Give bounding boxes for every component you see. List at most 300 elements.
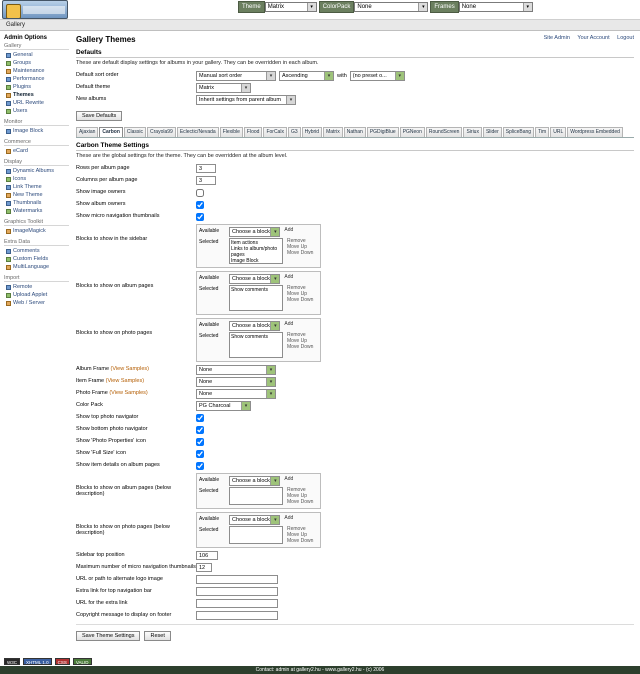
sidebar-item-icons[interactable] — [4, 175, 69, 183]
footer — [0, 656, 640, 674]
sidebar-item-label: Image Block — [13, 127, 44, 134]
theme-select-value: Matrix — [267, 4, 285, 10]
default-theme-row — [76, 83, 634, 93]
remove-button[interactable]: Remove — [286, 332, 306, 338]
default-theme-select[interactable] — [196, 83, 251, 93]
breadcrumb-gallery[interactable]: Gallery — [6, 22, 26, 28]
available-label: Available — [199, 322, 220, 328]
chevron-down-icon[interactable]: ▾ — [395, 72, 404, 80]
photo-below-available-value: Choose a block — [232, 517, 270, 523]
remove-button[interactable]: Remove — [286, 487, 306, 493]
chevron-down-icon[interactable]: ▾ — [266, 378, 275, 386]
colorpack-selector[interactable] — [319, 1, 429, 13]
photo-below-available-select[interactable] — [229, 515, 280, 525]
sidebar-item-label: Watermarks — [13, 207, 43, 214]
tab-tim[interactable]: Tim — [535, 127, 549, 137]
upload-icon — [6, 293, 11, 298]
photo-blocks-row — [76, 318, 634, 362]
default-sort-order-row — [76, 71, 634, 81]
photo-blocks-below-row — [76, 512, 634, 548]
sidebar-item-label: Users — [13, 107, 28, 114]
site-logo — [2, 0, 68, 19]
album-frame-select[interactable] — [196, 365, 276, 375]
tab-url[interactable]: URL — [550, 127, 566, 137]
link-your-account[interactable]: Your Account — [577, 35, 610, 41]
sidebar-add-button[interactable]: Add — [284, 227, 294, 233]
sidebar-item-new-theme[interactable] — [4, 191, 69, 199]
magick-icon — [6, 229, 11, 234]
sidebar-item-label: Icons — [13, 175, 27, 182]
sidebar-item-groups[interactable] — [4, 59, 69, 67]
photo-below-add-button[interactable]: Add — [284, 515, 294, 521]
sidebar-group-graphics-toolkit — [4, 219, 69, 235]
sidebar-item-dynamic-albums[interactable] — [4, 167, 69, 175]
theme-icon — [6, 93, 11, 98]
sidebar-item-label: New Theme — [13, 191, 43, 198]
theme-settings-save-bar — [76, 631, 634, 641]
chevron-down-icon[interactable]: ▾ — [241, 84, 250, 92]
sidebar-head-gallery: Gallery — [4, 43, 69, 50]
user-icon — [6, 109, 11, 114]
tab-crayola99[interactable]: Crayola99 — [147, 127, 176, 137]
extra-link-url-row — [76, 599, 634, 609]
copyright-message-input[interactable] — [196, 611, 278, 620]
show-album-owners-checkbox[interactable] — [196, 201, 204, 209]
sidebar-item-ecard[interactable] — [4, 147, 69, 155]
tab-carbon[interactable]: Carbon — [99, 127, 123, 137]
sidebar-block-actions — [287, 238, 318, 256]
photo-selected-list[interactable] — [229, 332, 283, 358]
show-image-owners-row — [76, 188, 634, 198]
photo-available-select[interactable] — [229, 321, 280, 331]
item-frame-text: Item Frame — [76, 378, 105, 384]
theme-select[interactable] — [265, 2, 317, 12]
chevron-down-icon[interactable]: ▾ — [270, 477, 279, 485]
extra-link-url-input[interactable] — [196, 599, 278, 608]
tab-forcalx[interactable]: ForCalx — [263, 127, 287, 137]
defaults-description: These are default display settings for albums in your gallery. They can be overridden in each album. — [76, 60, 319, 66]
move-down-button[interactable]: Move Down — [286, 250, 314, 256]
sidebar-item-url-rewrite[interactable] — [4, 99, 69, 107]
sidebar-item-comments[interactable] — [4, 247, 69, 255]
copyright-message-row — [76, 611, 634, 621]
sidebar-item-label: Dynamic Albums — [13, 167, 54, 174]
defaults-heading: Defaults — [76, 49, 634, 58]
sidebar-top-position-input[interactable] — [196, 551, 218, 560]
sidebar-item-label: Upload Applet — [13, 291, 48, 298]
sidebar-item-themes[interactable] — [4, 91, 69, 99]
sidebar-item-label: Performance — [13, 75, 45, 82]
album-blocks-below-row — [76, 473, 634, 509]
sidebar-item-label: Web / Server — [13, 299, 45, 306]
photo-frame-select[interactable] — [196, 389, 276, 399]
move-down-button[interactable]: Move Down — [286, 344, 314, 350]
theme-settings-description: These are the global settings for the theme. They can be overridden at the album level. — [76, 153, 288, 159]
sidebar-blocks-label: Blocks to show in the sidebar — [76, 236, 148, 242]
sidebar-item-label: Maintenance — [13, 67, 45, 74]
available-label: Available — [199, 477, 220, 483]
rows-per-page-input[interactable] — [196, 164, 216, 173]
item-frame-row — [76, 377, 634, 387]
colorpack-select[interactable] — [354, 2, 428, 12]
page-title: Gallery Themes — [76, 35, 136, 44]
default-sort-preset-select[interactable] — [350, 71, 405, 81]
lang-icon — [6, 265, 11, 270]
album-blocks-panel — [196, 271, 321, 315]
sidebar-head-graphics: Graphics Toolkit — [4, 219, 69, 226]
show-full-size-label: Show 'Full Size' icon — [76, 450, 127, 456]
rows-per-page-label: Rows per album page — [76, 165, 130, 171]
album-below-available-value: Choose a block — [232, 478, 270, 484]
frames-select[interactable] — [459, 2, 533, 12]
selected-label: Selected — [199, 488, 219, 494]
album-frame-value: None — [199, 367, 213, 373]
sidebar-item-label: General — [13, 51, 33, 58]
show-photo-properties-checkbox[interactable] — [196, 438, 204, 446]
album-below-add-button[interactable]: Add — [284, 476, 294, 482]
main-content — [72, 31, 640, 645]
link-site-admin[interactable]: Site Admin — [543, 35, 570, 41]
admin-links — [538, 35, 634, 41]
chevron-down-icon[interactable]: ▾ — [266, 72, 275, 80]
photo-frame-text: Photo Frame — [76, 390, 108, 396]
sidebar-item-label: Remote — [13, 283, 33, 290]
photo-blocks-label: Blocks to show on photo pages — [76, 330, 153, 336]
columns-per-page-input[interactable] — [196, 176, 216, 185]
selected-label: Selected — [199, 286, 219, 292]
show-album-owners-label: Show album owners — [76, 201, 126, 207]
show-item-details-row — [76, 461, 634, 471]
photo-frame-samples-link[interactable]: (View Samples) — [109, 390, 148, 396]
album-available-value: Choose a block — [232, 276, 270, 282]
default-sort-direction-select[interactable] — [279, 71, 334, 81]
show-micro-nav-checkbox[interactable] — [196, 213, 204, 221]
photo-below-actions — [287, 526, 318, 544]
sidebar-item-users[interactable] — [4, 107, 69, 115]
tab-eclectic-nevada[interactable]: Eclectic/Nevada — [177, 127, 219, 137]
image-icon — [6, 129, 11, 134]
photo-blocks-below-panel — [196, 512, 321, 548]
card-icon — [6, 149, 11, 154]
show-photo-properties-row — [76, 437, 634, 447]
album-frame-text: Album Frame — [76, 366, 110, 372]
sidebar-item-upload-applet[interactable] — [4, 291, 69, 299]
chevron-down-icon[interactable]: ▾ — [270, 322, 279, 330]
default-sort-order-value: Manual sort order — [199, 73, 243, 79]
sidebar-item-label: Themes — [13, 91, 34, 98]
save-theme-settings-button[interactable]: Save Theme Settings — [76, 631, 140, 641]
show-album-owners-row — [76, 200, 634, 210]
new-albums-value: Inherit settings from parent album — [199, 97, 281, 103]
sidebar-item-plugins[interactable] — [4, 83, 69, 91]
album-frame-label — [76, 365, 196, 372]
sidebar-item-thumbnails[interactable] — [4, 199, 69, 207]
photo-blocks-panel — [196, 318, 321, 362]
new-albums-label: New albums — [76, 96, 107, 102]
tab-siriux[interactable]: Siriux — [463, 127, 482, 137]
reset-button[interactable]: Reset — [144, 631, 170, 641]
sidebar — [0, 31, 72, 645]
sidebar-item-image-block[interactable] — [4, 127, 69, 135]
list-item[interactable]: Item actions — [231, 240, 258, 246]
sidebar-available-select[interactable] — [229, 227, 280, 237]
show-top-nav-row — [76, 413, 634, 423]
photo-below-selected-list[interactable] — [229, 526, 283, 544]
sidebar-top-position-label: Sidebar top position — [76, 552, 125, 558]
show-image-owners-checkbox[interactable] — [196, 189, 204, 197]
sidebar-item-label: Plugins — [13, 83, 32, 90]
photo-add-button[interactable]: Add — [284, 321, 294, 327]
chevron-down-icon[interactable]: ▾ — [266, 366, 275, 374]
color-pack-row — [76, 401, 634, 411]
album-frame-row — [76, 365, 634, 375]
alt-logo-label: URL or path to alternate logo image — [76, 576, 163, 582]
colorpack-select-value: None — [357, 4, 372, 10]
thumb-icon — [6, 201, 11, 206]
show-item-details-label: Show item details on album pages — [76, 462, 160, 468]
copyright-message-label: Copyright message to display on footer — [76, 612, 172, 618]
theme-label: Theme — [238, 1, 265, 13]
extra-link-row — [76, 587, 634, 597]
sidebar-item-watermarks[interactable] — [4, 207, 69, 215]
sidebar-group-monitor — [4, 119, 69, 135]
selected-label: Selected — [199, 527, 219, 533]
photo-block-actions — [287, 332, 318, 350]
tab-pgneon[interactable]: PGNeon — [400, 127, 425, 137]
show-item-details-checkbox[interactable] — [196, 462, 204, 470]
default-theme-value: Matrix — [199, 85, 214, 91]
badge-css[interactable]: CSS — [55, 658, 70, 665]
sidebar-head-import: Import — [4, 275, 69, 282]
remote-icon — [6, 285, 11, 290]
default-sort-order-label: Default sort order — [76, 72, 119, 78]
alt-logo-input[interactable] — [196, 575, 278, 584]
color-pack-select[interactable] — [196, 401, 251, 411]
sidebar-item-imagemagick[interactable] — [4, 227, 69, 235]
show-bottom-nav-row — [76, 425, 634, 435]
chevron-down-icon[interactable]: ▾ — [270, 516, 279, 524]
sidebar-item-web-server[interactable] — [4, 299, 69, 307]
photo-available-value: Choose a block — [232, 323, 270, 329]
colorpack-label: ColorPack — [319, 1, 355, 13]
sidebar-blocks-row — [76, 224, 634, 268]
alt-logo-row — [76, 575, 634, 585]
show-top-nav-label: Show top photo navigator — [76, 414, 139, 420]
sidebar-title: Admin Options — [4, 35, 47, 41]
list-item[interactable]: Image Block — [231, 258, 259, 264]
sidebar-group-display — [4, 159, 69, 215]
sidebar-selected-list[interactable] — [229, 238, 283, 264]
top-bar — [0, 0, 640, 20]
tab-matrix[interactable]: Matrix — [323, 127, 343, 137]
show-full-size-row — [76, 449, 634, 459]
tab-flexible[interactable]: Flexible — [220, 127, 243, 137]
new-albums-select[interactable] — [196, 95, 296, 105]
tab-ajaxian[interactable]: Ajaxian — [76, 127, 98, 137]
list-item[interactable]: Show comments — [231, 287, 268, 293]
tab-slider[interactable]: Slider — [483, 127, 502, 137]
chevron-down-icon[interactable]: ▾ — [241, 402, 250, 410]
album-icon — [6, 169, 11, 174]
sidebar-item-label: Comments — [13, 247, 40, 254]
move-up-button[interactable]: Move Up — [286, 291, 307, 297]
remove-button[interactable]: Remove — [286, 285, 306, 291]
chevron-down-icon[interactable]: ▾ — [286, 96, 295, 104]
sidebar-item-custom-fields[interactable] — [4, 255, 69, 263]
sidebar-head-monitor: Monitor — [4, 119, 69, 126]
max-micro-thumbs-row — [76, 563, 634, 573]
tab-flood[interactable]: Flood — [244, 127, 263, 137]
item-frame-select[interactable] — [196, 377, 276, 387]
show-photo-properties-label: Show 'Photo Properties' icon — [76, 438, 146, 444]
gallery-breadcrumb — [0, 20, 640, 31]
show-bottom-nav-checkbox[interactable] — [196, 426, 204, 434]
album-blocks-below-label: Blocks to show on album pages (below description) — [76, 485, 172, 497]
move-up-button[interactable]: Move Up — [286, 532, 307, 538]
save-defaults-button[interactable]: Save Defaults — [76, 111, 122, 121]
color-pack-value: PG Charcoal — [199, 403, 231, 409]
selected-label: Selected — [199, 239, 219, 245]
album-blocks-row — [76, 271, 634, 315]
available-label: Available — [199, 228, 220, 234]
sidebar-item-label: eCard — [13, 147, 28, 154]
sidebar-head-display: Display — [4, 159, 69, 166]
chevron-down-icon[interactable]: ▾ — [270, 275, 279, 283]
sidebar-item-label: ImageMagick — [13, 227, 46, 234]
new-albums-row — [76, 95, 634, 105]
sidebar-top-position-row — [76, 551, 634, 561]
extra-link-url-label: URL for the extra link — [76, 600, 128, 606]
chevron-down-icon[interactable]: ▾ — [324, 72, 333, 80]
defaults-save-bar — [76, 111, 634, 121]
frames-selector[interactable] — [430, 1, 532, 13]
show-micro-nav-row — [76, 212, 634, 222]
album-below-available-select[interactable] — [229, 476, 280, 486]
tab-wordpress-embedded[interactable]: Wordpress Embedded — [567, 127, 623, 137]
theme-switcher — [238, 1, 533, 13]
album-frame-samples-link[interactable]: (View Samples) — [110, 366, 149, 372]
badge-valid[interactable]: VALID — [73, 658, 92, 665]
plug-icon — [6, 85, 11, 90]
sidebar-item-label: Groups — [13, 59, 32, 66]
show-full-size-checkbox[interactable] — [196, 450, 204, 458]
icons-icon — [6, 177, 11, 182]
color-pack-label: Color Pack — [76, 402, 103, 408]
badge-w3c[interactable]: W3C — [4, 658, 20, 665]
photo-frame-value: None — [199, 391, 213, 397]
sidebar-item-performance[interactable] — [4, 75, 69, 83]
album-block-actions — [287, 285, 318, 303]
gear-icon — [6, 53, 11, 58]
album-below-selected-list[interactable] — [229, 487, 283, 505]
link-theme-icon — [6, 185, 11, 190]
theme-tabs — [76, 127, 634, 138]
remove-button[interactable]: Remove — [286, 526, 306, 532]
sidebar-item-label: Thumbnails — [13, 199, 42, 206]
extra-link-label: Extra link for top navigation bar — [76, 588, 152, 594]
sidebar-item-link-theme[interactable] — [4, 183, 69, 191]
album-add-button[interactable]: Add — [284, 274, 294, 280]
chevron-down-icon[interactable]: ▾ — [270, 228, 279, 236]
move-up-button[interactable]: Move Up — [286, 493, 307, 499]
tab-g3[interactable]: G3 — [288, 127, 301, 137]
extra-link-input[interactable] — [196, 587, 278, 596]
default-theme-label: Default theme — [76, 84, 111, 90]
rows-per-page-row — [76, 164, 634, 174]
album-available-select[interactable] — [229, 274, 280, 284]
show-bottom-nav-label: Show bottom photo navigator — [76, 426, 148, 432]
groups-icon — [6, 61, 11, 66]
show-top-nav-checkbox[interactable] — [196, 414, 204, 422]
default-sort-preset-value: (no preset o... — [352, 73, 387, 79]
photo-frame-label — [76, 389, 196, 396]
frames-label: Frames — [430, 1, 458, 13]
album-blocks-label: Blocks to show on album pages — [76, 283, 154, 289]
sidebar-group-extra-data — [4, 239, 69, 271]
tab-classic[interactable]: Classic — [124, 127, 146, 137]
sidebar-item-multilanguage[interactable] — [4, 263, 69, 271]
show-micro-nav-label: Show micro navigation thumbnails — [76, 213, 160, 219]
move-up-button[interactable]: Move Up — [286, 244, 307, 250]
theme-selector[interactable] — [238, 1, 317, 13]
chevron-down-icon[interactable]: ▾ — [523, 3, 532, 11]
move-up-button[interactable]: Move Up — [286, 338, 307, 344]
sidebar-item-general[interactable] — [4, 51, 69, 59]
available-label: Available — [199, 516, 220, 522]
sidebar-group-gallery — [4, 43, 69, 115]
chevron-down-icon[interactable]: ▾ — [418, 3, 427, 11]
badge-xhtml[interactable]: XHTML 1.0 — [23, 658, 52, 665]
watermark-icon — [6, 209, 11, 214]
move-down-button[interactable]: Move Down — [286, 499, 314, 505]
album-selected-list[interactable] — [229, 285, 283, 311]
tab-nathan[interactable]: Nathan — [344, 127, 366, 137]
sidebar-item-label: URL Rewrite — [13, 99, 44, 106]
list-item[interactable]: Links to album/photo pages — [231, 246, 278, 258]
item-frame-value: None — [199, 379, 213, 385]
page-layout — [0, 31, 640, 645]
chevron-down-icon[interactable]: ▾ — [307, 3, 316, 11]
sidebar-item-remote[interactable] — [4, 283, 69, 291]
item-frame-samples-link[interactable]: (View Samples) — [105, 378, 145, 384]
tab-hybrid[interactable]: Hybrid — [302, 127, 322, 137]
sidebar-item-maintenance[interactable] — [4, 67, 69, 75]
default-sort-order-select[interactable] — [196, 71, 276, 81]
footer-bar — [0, 666, 640, 674]
sort-with-label: with — [337, 73, 347, 79]
max-micro-thumbs-label: Maximum number of micro navigation thumbnails — [76, 564, 196, 570]
tab-splicebang[interactable]: SpliceBang — [503, 127, 534, 137]
chevron-down-icon[interactable]: ▾ — [266, 390, 275, 398]
remove-button[interactable]: Remove — [286, 238, 306, 244]
sidebar-available-value: Choose a block — [232, 229, 270, 235]
comment-icon — [6, 249, 11, 254]
tab-pgdigiblue[interactable]: PGDigiBlue — [367, 127, 399, 137]
bottom-divider — [76, 624, 634, 625]
link-logout[interactable]: Logout — [617, 35, 634, 41]
sidebar-head-commerce: Commerce — [4, 139, 69, 146]
theme-settings-heading: Carbon Theme Settings — [76, 142, 634, 151]
move-down-button[interactable]: Move Down — [286, 297, 314, 303]
footer-badges — [0, 656, 640, 666]
list-item[interactable]: Show comments — [231, 334, 268, 340]
max-micro-thumbs-input[interactable] — [196, 563, 212, 572]
move-down-button[interactable]: Move Down — [286, 538, 314, 544]
tab-roundscreen[interactable]: RoundScreen — [426, 127, 463, 137]
selected-label: Selected — [199, 333, 219, 339]
album-below-actions — [287, 487, 318, 505]
item-frame-label — [76, 377, 196, 384]
